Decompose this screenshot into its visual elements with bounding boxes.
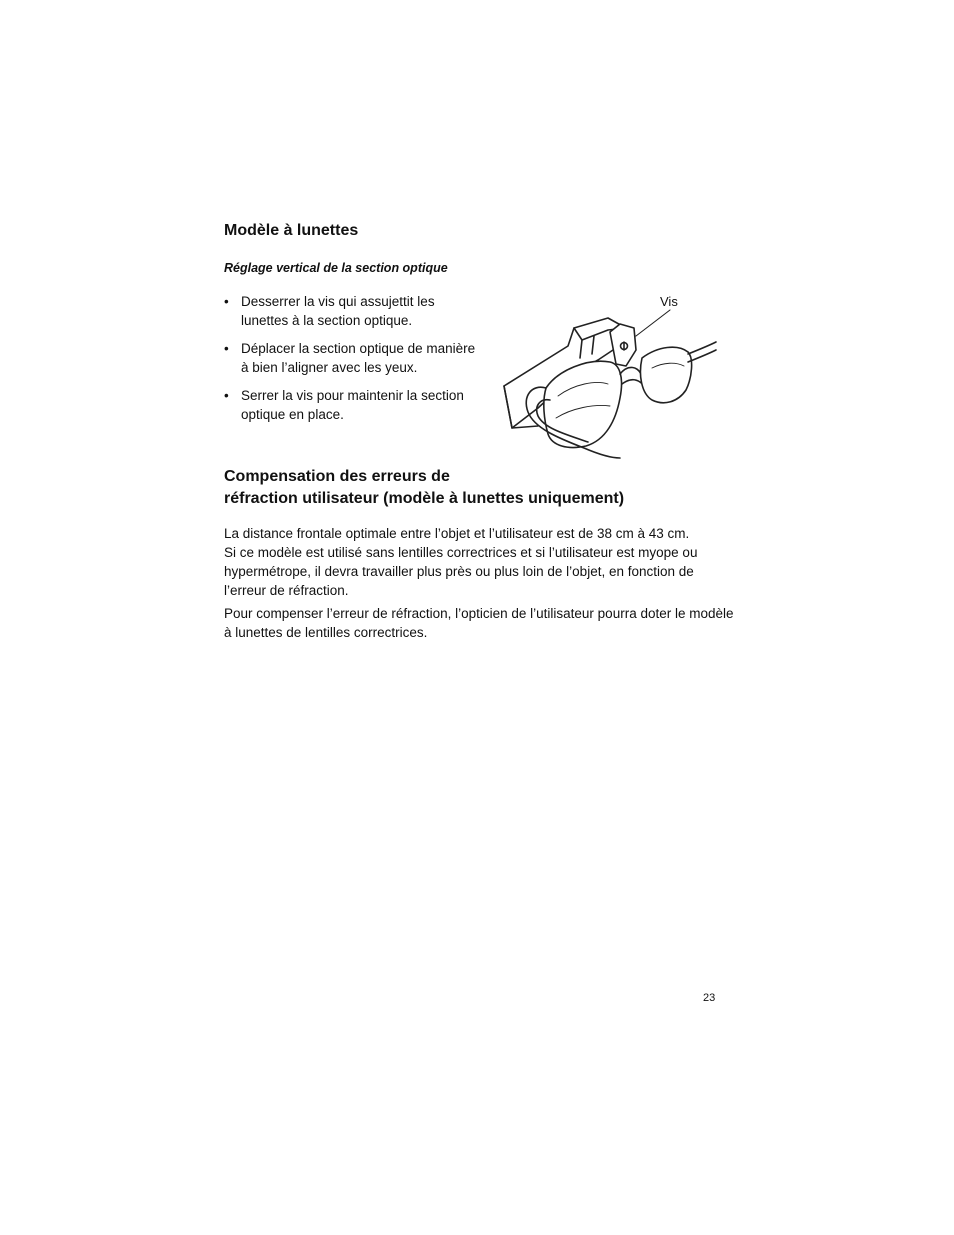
glasses-illustration — [498, 288, 720, 460]
list-item-text: Desserrer la vis qui assujettit les lunettes à la section optique. — [241, 294, 435, 328]
section-title-refraction-line2: réfraction utilisateur (modèle à lunettes uniquement) — [224, 490, 625, 507]
section-title-glasses-model: Modèle à lunettes — [224, 222, 359, 239]
list-item — [224, 292, 484, 330]
list-item-text: Serrer la vis pour maintenir la section optique en place. — [241, 388, 464, 422]
paragraph-optimal-distance: La distance frontale optimale entre l’objet et l’utilisateur est de 38 cm à 43 cm. — [224, 526, 690, 541]
list-item-text: Déplacer la section optique de manière à bien l’aligner avec les yeux. — [241, 341, 476, 375]
subheading-vertical-adjustment: Réglage vertical de la section optique — [224, 261, 448, 275]
screw-callout-label: Vis — [660, 294, 678, 309]
list-item — [224, 386, 484, 424]
list-item — [224, 339, 484, 377]
section-title-refraction-line1: Compensation des erreurs de — [224, 468, 450, 485]
bullet-glyph: • — [224, 294, 229, 309]
bullet-glyph: • — [224, 341, 229, 356]
paragraph-myopia-hyperopia: Si ce modèle est utilisé sans lentilles correctrices et si l’utilisateur est myope ou hypermétrope, il devra travailler plus près ou plus loin de l’objet, en fonction de l’erreur de réfraction. — [224, 545, 698, 598]
page-number: 23 — [703, 992, 716, 1004]
paragraph-corrective-lenses: Pour compenser l’erreur de réfraction, l’opticien de l’utilisateur pourra doter le modèle à lunettes de lentilles correctrices. — [224, 606, 734, 640]
bullet-glyph: • — [224, 388, 229, 403]
instruction-list — [224, 292, 484, 433]
